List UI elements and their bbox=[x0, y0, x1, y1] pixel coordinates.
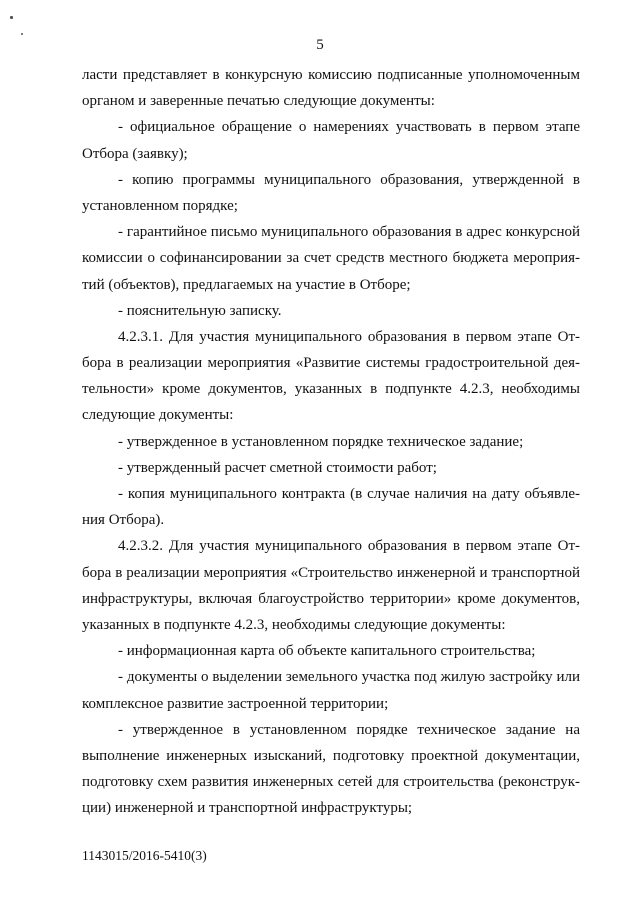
text-line-1: ласти представляет в конкурсную комиссию подписанные уполномоченным bbox=[82, 67, 580, 83]
text-line-22: указанных в подпункте 4.2.3, необходимы следующие документы: bbox=[82, 616, 506, 633]
text-line-26: - утвержденное в установленном порядке техническое задание на bbox=[118, 721, 580, 738]
text-line-9: тий (объектов), предлагаемых на участие в Отборе; bbox=[82, 276, 411, 293]
scan-speck-1 bbox=[10, 16, 13, 19]
text-line-20: бора в реализации мероприятия «Строительство инженерной и транспортной bbox=[82, 564, 580, 581]
text-line-28: подготовку схем развития инженерных сетей для строительства (реконструк- bbox=[82, 774, 580, 791]
text-line-6: установленном порядке; bbox=[82, 197, 238, 214]
text-line-14: следующие документы: bbox=[82, 407, 234, 424]
text-line-17: - копия муниципального контракта (в случае наличия на дату объявле- bbox=[118, 486, 580, 502]
text-line-18: ния Отбора). bbox=[82, 512, 165, 529]
text-line-23: - информационная карта об объекте капитального строительства; bbox=[118, 643, 536, 660]
text-line-29: ции) инженерной и транспортной инфраструктуры; bbox=[82, 800, 413, 817]
text-line-25: комплексное развитие застроенной территории; bbox=[82, 695, 389, 712]
scan-speck-2 bbox=[21, 33, 23, 35]
text-line-24: - документы о выделении земельного участка под жилую застройку или bbox=[118, 669, 580, 686]
text-line-15: - утвержденное в установленном порядке техническое задание; bbox=[118, 433, 524, 450]
text-line-13: тельности» кроме документов, указанных в подпункте 4.2.3, необходимы bbox=[82, 381, 580, 398]
text-line-10: - пояснительную записку. bbox=[118, 302, 282, 319]
text-line-12: бора в реализации мероприятия «Развитие системы градостроительной дея- bbox=[82, 355, 580, 372]
text-line-21: инфраструктуры, включая благоустройство территории» кроме документов, bbox=[82, 590, 580, 607]
document-body bbox=[82, 62, 580, 821]
text-line-8: комиссии о софинансировании за счет средств местного бюджета мероприя- bbox=[82, 250, 580, 267]
document-footer-code: 1143015/2016-5410(3) bbox=[82, 848, 207, 863]
text-line-11: 4.2.3.1. Для участия муниципального образования в первом этапе От- bbox=[118, 328, 580, 345]
text-line-3: - официальное обращение о намерениях участвовать в первом этапе bbox=[118, 119, 580, 136]
text-line-2: органом и заверенные печатью следующие документы: bbox=[82, 93, 435, 110]
text-line-5: - копию программы муниципального образования, утвержденной в bbox=[118, 171, 580, 188]
text-line-16: - утвержденный расчет сметной стоимости работ; bbox=[118, 459, 437, 476]
text-line-19: 4.2.3.2. Для участия муниципального образования в первом этапе От- bbox=[118, 538, 580, 555]
text-line-27: выполнение инженерных изысканий, подготовку проектной документации, bbox=[82, 747, 580, 764]
page-number: 5 bbox=[316, 37, 324, 53]
text-line-4: Отбора (заявку); bbox=[82, 145, 188, 162]
text-line-7: - гарантийное письмо муниципального образования в адрес конкурсной bbox=[118, 224, 580, 241]
